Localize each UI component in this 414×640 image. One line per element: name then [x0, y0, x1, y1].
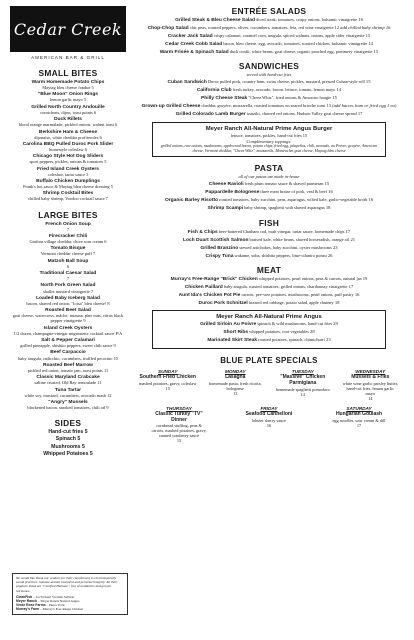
item-name: Traditional Caesar Salad — [39, 271, 97, 277]
fish-list — [134, 229, 404, 259]
special-price: 14 — [368, 396, 373, 402]
item-name: Cedar Creek Cobb Salad — [165, 42, 223, 47]
item-desc: cornichons, dijon, toast points 6 — [39, 109, 97, 115]
menu-item — [134, 41, 404, 47]
special-item — [330, 406, 388, 443]
item-desc: 1/2 dozen, champagne-vinegar mignonette cocktail sauce P/A — [13, 330, 123, 336]
meat-list — [134, 276, 404, 306]
item-desc: lemon garlic mayo 5 — [49, 97, 87, 103]
menu-item — [10, 80, 126, 90]
item-name: Loch Duart Scottish Salmon — [182, 237, 249, 243]
item-name: Roasted Beef Marrow — [42, 362, 93, 368]
item-price: 15 — [323, 181, 330, 187]
item-name: "Angry" Mussels — [48, 399, 88, 405]
item-desc: blackened bacon, smoked tomatoes, chili oil 9 — [27, 405, 109, 410]
item-desc: 7 — [66, 226, 70, 232]
item-name: Duck Rillets — [54, 117, 82, 123]
item-name: Beef Carpaccio — [50, 350, 86, 356]
menu-item — [134, 229, 404, 235]
item-extra: (add bacon, ham or fried egg 1 ea) — [332, 103, 397, 109]
small-bites-list — [10, 80, 126, 202]
item-price: 17 — [347, 284, 354, 290]
item-name: Cheese Ravioli — [208, 182, 244, 188]
item-name: "Blue Moon" Onion Rings — [37, 92, 99, 98]
special-day: THURSDAY — [166, 406, 192, 412]
item-desc: whipped potatoes, root vegetables — [248, 329, 309, 335]
item-price: 15 — [331, 95, 337, 101]
item-desc: white soy, mustard, cucumbers, avocado mash 12 — [24, 392, 112, 398]
item-price: 23 — [324, 337, 331, 343]
menu-item — [10, 117, 126, 127]
menu-item — [10, 308, 126, 323]
special-name: "Massive" Chicken Parmigiana — [280, 374, 326, 387]
menu-item — [10, 388, 126, 398]
item-name: Classic Maryland Crabcake — [36, 375, 100, 381]
item-name: Chop-Chop Salad — [147, 26, 189, 31]
item-name: Grown-up Grilled Cheese — [141, 104, 201, 110]
special-name: Lasagna — [225, 374, 246, 381]
item-name: Island Creek Oysters — [43, 325, 93, 331]
menu-item — [134, 17, 404, 23]
special-item — [341, 369, 399, 401]
special-desc: white wine garlic parsley butter, hand-cut fries, lemon garlic mayo — [342, 381, 398, 397]
menu-item — [134, 237, 404, 243]
menu-item — [10, 296, 126, 306]
item-name: Organic Barley Risotto — [164, 198, 218, 204]
item-name: Firecracker Chili — [48, 233, 88, 239]
special-day: SATURDAY — [346, 406, 372, 412]
sandwiches-subtitle: served with hand-cut fries — [246, 72, 292, 78]
item-name: Duroc Pork Schnitzel — [198, 301, 248, 307]
item-price: 14 — [335, 87, 342, 93]
vendor-name: CleanFish — [16, 594, 33, 599]
item-desc: stewed artichokes, baby zucchini, oyster mushrooms — [238, 244, 332, 250]
item-price: 18 — [333, 300, 340, 306]
item-name: Crispy Tuna — [205, 253, 234, 259]
burger-box — [152, 122, 386, 157]
item-desc: braised kale, white beans, shaved horseradish, orange oil — [248, 236, 350, 242]
item-name: Berkshire Ham & Cheese — [38, 129, 98, 135]
item-price: 23 — [331, 244, 338, 250]
item-desc: goat cheese, watercress, mâche, mizuna, pine nuts, citrus black pepper vinaigrette 9 — [12, 313, 124, 324]
item-desc: baby shrimp, spaghetti with shaved asparagus — [243, 205, 325, 211]
menu-item — [10, 130, 126, 140]
item-name: Grilled Steak & Bleu Cheese Salad — [175, 18, 255, 23]
logo-tagline: AMERICAN BAR & GRILL — [31, 55, 105, 60]
menu-item — [10, 445, 126, 450]
large-bites-heading: LARGE BITES — [38, 209, 98, 220]
small-bites-heading: SMALL BITES — [38, 68, 98, 78]
item-desc: baby arugula, radicchio, cucumbers, truffled pecorino 10 — [18, 355, 118, 361]
item-name: Carolina BBQ Pulled Duroc Pork Slider — [22, 141, 114, 147]
entree-salads-heading: ENTRÉE SALADS — [231, 6, 307, 16]
blue-plate-row-1 — [134, 369, 404, 401]
special-name: Mussels & Fries — [351, 374, 390, 381]
item-name: Pappardelle Bolognese — [205, 190, 260, 196]
item-name: Matzoh Ball Soup — [47, 258, 89, 264]
menu-item — [134, 87, 404, 93]
item-price: 16 — [367, 197, 374, 203]
menu-item — [10, 154, 126, 164]
menu-item — [10, 452, 126, 457]
restaurant-logo — [10, 6, 126, 52]
item-name: French Onion Soup — [45, 221, 91, 227]
item-desc: coleslaw, tartar sauce 5 — [47, 171, 89, 177]
menu-item — [134, 292, 404, 298]
vendor-name: Murray's Farm — [16, 607, 40, 612]
blue-plate-row-2 — [134, 406, 404, 443]
large-bites-list — [10, 222, 126, 411]
left-column — [10, 6, 126, 459]
special-item — [150, 406, 208, 443]
sides-heading: SIDES — [54, 418, 82, 429]
item-price: 17 — [344, 228, 351, 234]
item-price: 18 — [324, 205, 331, 211]
vendor-list — [16, 595, 124, 612]
item-desc: bacon, shaved red onion, "Iotsa" bleu cheese! 8 — [26, 300, 110, 306]
item-name: Fried Island Creek Oysters — [37, 166, 99, 172]
item-desc: duck confit, white beans, goat cheese, organic poached egg, pommery vinaigrette — [228, 49, 373, 54]
item-name: Loaded Baby Iceberg Salad — [36, 295, 100, 301]
menu-item — [157, 321, 381, 327]
item-desc: whipped potatoes, pearl onions, peas & carrots, natural jus — [257, 276, 362, 282]
vendor-desc: – Meyer Ranch Natural Angus — [37, 599, 80, 604]
item-desc: Maytag bleu cheese fondue 5 — [42, 85, 94, 91]
item-name: Hand-cut fries 5 — [48, 429, 88, 436]
item-desc: tzatziki, charred red onions, Hudson Valley goat cheese spread — [245, 111, 357, 117]
special-name: Classic Turkey "TV" Dinner — [155, 411, 203, 423]
item-desc: dijonaise, white cheddar profiteroles 6 — [34, 134, 102, 140]
menu-item — [157, 329, 381, 335]
item-desc: pickled red onion, tomato jam, toast points 11 — [27, 367, 109, 373]
menu-item — [10, 350, 126, 360]
menu-item — [10, 105, 126, 115]
special-item — [274, 369, 332, 401]
angus-box — [152, 310, 386, 349]
menu-item — [134, 205, 404, 211]
item-name: Warm Homemade Potato Chips — [31, 80, 105, 85]
item-desc: chilled baby shrimp, Voodoo cocktail sauce 7 — [28, 196, 108, 202]
menu-item — [10, 222, 126, 232]
item-desc: shallot mustard vinaigrette 7 — [42, 288, 94, 294]
menu-item — [134, 95, 404, 101]
pasta-heading: PASTA — [254, 163, 284, 174]
vendor-note-text: We would like thank our vendors for their commitment to environmentally sound practices, humane animal treatment and personal integrity. All their products listed are "Certified Humane", free of antibiotics and growth hormones. — [16, 576, 118, 593]
special-name: Seafood Cannelloni — [245, 411, 293, 418]
meat-heading: MEAT — [256, 265, 282, 276]
special-name: Hungarian Goulash — [335, 411, 383, 418]
menu-item — [134, 79, 404, 85]
menu-item — [134, 103, 404, 109]
special-desc: egg noodles, sour cream & dill — [332, 417, 386, 423]
vendor-desc: – Duroc Pork — [45, 603, 65, 608]
item-desc: saltine crusted, Old Bay remoulade 11 — [34, 380, 102, 386]
vendor-note — [12, 573, 128, 615]
menu-item — [10, 271, 126, 281]
item-name: Chicken Paillard — [184, 285, 223, 291]
special-item — [240, 406, 298, 443]
item-name: North Fork Green Salad — [40, 283, 96, 289]
menu-item — [10, 246, 126, 256]
item-extra: add chilled baby shrimp 16 — [340, 25, 391, 30]
burger-desc: lettuce, tomatoes, pickles, hand-cut fries 15 — [230, 132, 308, 138]
fish-heading: FISH — [258, 217, 280, 228]
item-desc: chic peas, roasted peppers, olives, cucumbers, tomatoes, feta, red wine vinaigrette 12 — [188, 25, 341, 30]
item-name: Tomato Bisque — [50, 246, 86, 252]
angus-list — [157, 321, 381, 343]
toppings-title: Complimentary toppings: — [246, 139, 292, 145]
special-price: 17 — [356, 422, 362, 428]
item-desc: three meat braise of pork, veal & beef — [259, 189, 327, 195]
item-price: 16 — [353, 292, 360, 298]
special-desc: homemade spaghetti pomodoro — [275, 386, 330, 392]
item-name: Shrimp Cocktail Bites — [42, 191, 94, 197]
menu-item — [10, 338, 126, 348]
menu-item — [134, 276, 404, 282]
special-item — [206, 369, 264, 401]
item-name: California Club — [196, 88, 232, 94]
menu-item — [10, 92, 126, 102]
sandwiches-list — [134, 79, 404, 117]
item-desc: Vermont cheddar cheese puff 7 — [40, 251, 96, 257]
item-desc: Grafton village cheddar, chive sour cream 6 — [29, 239, 107, 245]
item-desc: blood orange marmalade, pickled onions, walnut toast 6 — [18, 122, 118, 128]
item-desc: roasted tomatoes, baby zucchini, peas, asparagus, wilted kale, garlic-vegetable broth — [217, 197, 368, 203]
item-name: Tuna Tartar — [54, 387, 82, 393]
menu-item — [10, 326, 126, 336]
menu-item — [10, 259, 126, 269]
toppings-list: grilled onions, raw onions, mushrooms, applewood bacon, potato chips, fried egg, jalapeños, chili, avocado, au Poivre, gruyère, American cheese, Vermont cheddar, "Cheez Whiz", mozzarella, Montrachet goat cheese, Maytag bleu cheese — [160, 144, 378, 153]
menu-item — [134, 49, 404, 55]
special-day: TUESDAY — [291, 369, 314, 375]
pasta-list — [134, 181, 404, 211]
menu-item — [134, 245, 404, 251]
menu-item — [134, 300, 404, 306]
special-day: SUNDAY — [158, 369, 178, 375]
menu-item — [10, 167, 126, 177]
menu-item — [134, 284, 404, 290]
item-price: 15 — [372, 49, 379, 54]
item-name: Roasted Beet Salad — [45, 308, 91, 314]
sandwiches-heading: SANDWICHES — [238, 61, 300, 72]
menu-item — [134, 25, 404, 31]
item-price: 16 — [357, 17, 363, 22]
item-desc: Duroc pulled pork, country ham, swiss cheese, pickles, mustard, pressed Cuban-style roll — [206, 79, 365, 85]
special-item — [139, 369, 197, 401]
special-desc: homemade pasta, fresh ricotta, bolognese — [208, 381, 262, 392]
menu-item — [10, 283, 126, 293]
logo-name: Cedar Creek — [13, 19, 123, 39]
entree-salads-list — [134, 17, 404, 55]
blue-plate-heading: BLUE PLATE SPECIALS — [220, 356, 318, 366]
item-name: Chicago Style Hot Dog Sliders — [32, 154, 104, 160]
item-desc: baby arugula, roasted tomatoes, grilled onions, chardonnay vinaigrette — [222, 284, 348, 290]
burger-title: Meyer Ranch All-Natural Prime Angus Burger — [205, 125, 333, 132]
menu-item — [10, 142, 126, 152]
item-name: Grilled Branzino — [200, 245, 239, 251]
special-day: FRIDAY — [260, 406, 278, 412]
vendor-name: Verde Rose Farms — [16, 603, 46, 608]
special-day: WEDNESDAY — [355, 369, 386, 375]
item-name: Warm Frisée & Spinach Salad — [159, 50, 229, 55]
special-price: 13 — [233, 391, 238, 397]
menu-item — [10, 191, 126, 201]
menu-item — [10, 375, 126, 385]
item-name: Grilled Colorado Lamb Burger — [175, 112, 246, 118]
item-desc: fresh plum tomato sauce & shaved parmesan — [243, 181, 324, 187]
menu-item — [10, 437, 126, 442]
item-price: 28 — [308, 329, 315, 335]
item-name: Marinated Skirt Steak — [207, 338, 258, 344]
item-desc: crispy calamari, caramel corn, arugula, spiced walnuts, onions, apple cider vinaigrette — [212, 33, 365, 38]
item-name: Cuban Sandwich — [167, 80, 207, 86]
special-price: 16 — [266, 422, 272, 428]
special-price: 15 — [176, 438, 182, 444]
item-desc: braised red cabbage, potato salad, apple chutney — [247, 300, 334, 306]
item-desc: "Cheez Whiz", fried onions & Amoroso hoagie — [247, 95, 332, 101]
item-name: Aunt Ida's Chicken Pot Pie — [178, 293, 241, 299]
item-name: Fish & Chips — [187, 229, 218, 235]
special-day: MONDAY — [225, 369, 246, 375]
vendor-item — [16, 607, 124, 611]
pasta-subtitle: all of our pastas are made in-house — [238, 174, 300, 180]
item-price: 21 — [349, 236, 356, 242]
item-price: 29 — [332, 321, 338, 327]
item-price: 17 — [356, 111, 363, 117]
item-desc: roasted potatoes, spinach, chimichurri — [257, 337, 325, 343]
item-desc: grilled pineapple, shishito peppers, sweet chili sauce 9 — [20, 343, 116, 349]
item-desc: beer-battered Chatham cod, malt vinegar, tartar sauce, homemade chips — [217, 228, 345, 234]
menu-item — [134, 33, 404, 39]
menu-item — [134, 189, 404, 195]
item-name: Short Ribs — [223, 330, 249, 336]
item-price: 16 — [327, 189, 333, 195]
item-price: 14 — [367, 41, 373, 46]
menu-item — [134, 197, 404, 203]
item-price: 15 — [364, 33, 371, 38]
vendor-name: Meyer Ranch — [16, 599, 38, 604]
item-name: Grilled North Country Andouille — [31, 104, 105, 110]
sides-list — [10, 430, 126, 457]
menu-item — [10, 179, 126, 189]
item-name: Mushrooms 5 — [51, 443, 85, 450]
item-desc: diced steak, tomatoes, crispy onions, balsamic vinaigrette — [254, 17, 358, 22]
item-desc: homestyle coleslaw 6 — [49, 146, 87, 152]
special-desc: cornbread stuffing, peas & carrots, mashed potatoes, gravy, canned cranberry sauce — [151, 423, 207, 439]
vendor-desc: – Loch Duart Scottish Salmon — [32, 594, 75, 599]
menu-item — [10, 430, 126, 435]
item-desc: sport peppers, pickles, onions & tomatoes 5 — [29, 159, 107, 165]
item-price: 15 — [364, 79, 371, 85]
item-price: 19 — [361, 276, 368, 282]
menu-item — [134, 111, 404, 117]
menu-item — [10, 363, 126, 373]
special-price: 15 — [165, 386, 170, 392]
item-desc: 7 — [66, 276, 70, 282]
menu-item — [157, 337, 381, 343]
item-name: Spinach 5 — [55, 436, 81, 443]
item-name: Murray's Free-Range "Brick" Chicken — [170, 277, 258, 283]
item-name: Cracker Jack Salad — [167, 34, 213, 39]
right-column — [134, 6, 404, 448]
item-desc: wakame, soba, shishito peppers, lime-cilantro ponzu — [233, 252, 327, 258]
vendor-desc: – Murray's Free Range Chicken — [39, 607, 84, 612]
item-name: Salt & Pepper Calamari — [41, 338, 95, 344]
item-name: Buffalo Chicken Dumplings — [36, 179, 100, 184]
item-name: Shrimp Scampi — [207, 206, 244, 212]
menu-item — [10, 400, 126, 410]
special-price: 14 — [300, 391, 305, 397]
special-desc: mashed potatoes, gravy, coleslaw — [139, 381, 197, 387]
menu-item — [134, 253, 404, 259]
item-desc: fresh turkey, avocado, bacon, lettuce, tomato, lemon mayo — [231, 87, 336, 93]
menu-item — [134, 181, 404, 187]
item-price: 26 — [326, 252, 333, 258]
menu-item — [10, 234, 126, 244]
item-name: Philly Cheese Steak — [201, 96, 248, 102]
item-name: Grilled Sirloin Au Poivre — [200, 322, 257, 328]
item-desc: Frank's hot sauce & Maytag bleu cheese dressing 5 — [23, 184, 113, 190]
item-desc: carrots, pee-wee potatoes, mushrooms, pearl onions, puff pastry — [240, 292, 354, 298]
item-name: Whipped Potatoes 5 — [43, 450, 93, 457]
item-desc: 6 — [66, 263, 70, 269]
special-name: Southern Fried Chicken — [139, 374, 196, 381]
special-desc: lobster sherry sauce — [251, 417, 287, 423]
angus-title: Meyer Ranch All-Natural Prime Angus — [216, 314, 322, 321]
item-desc: spinach & wild mushrooms, hand-cut fries — [256, 321, 333, 327]
item-desc: bacon, bleu cheese, egg, avocado, tomatoes, roasted chicken, balsamic vinaigrette — [222, 41, 368, 46]
item-desc: cheddar, gruyère, mozzarella, roasted tomatoes on seared brioche toast 13 — [200, 103, 333, 109]
